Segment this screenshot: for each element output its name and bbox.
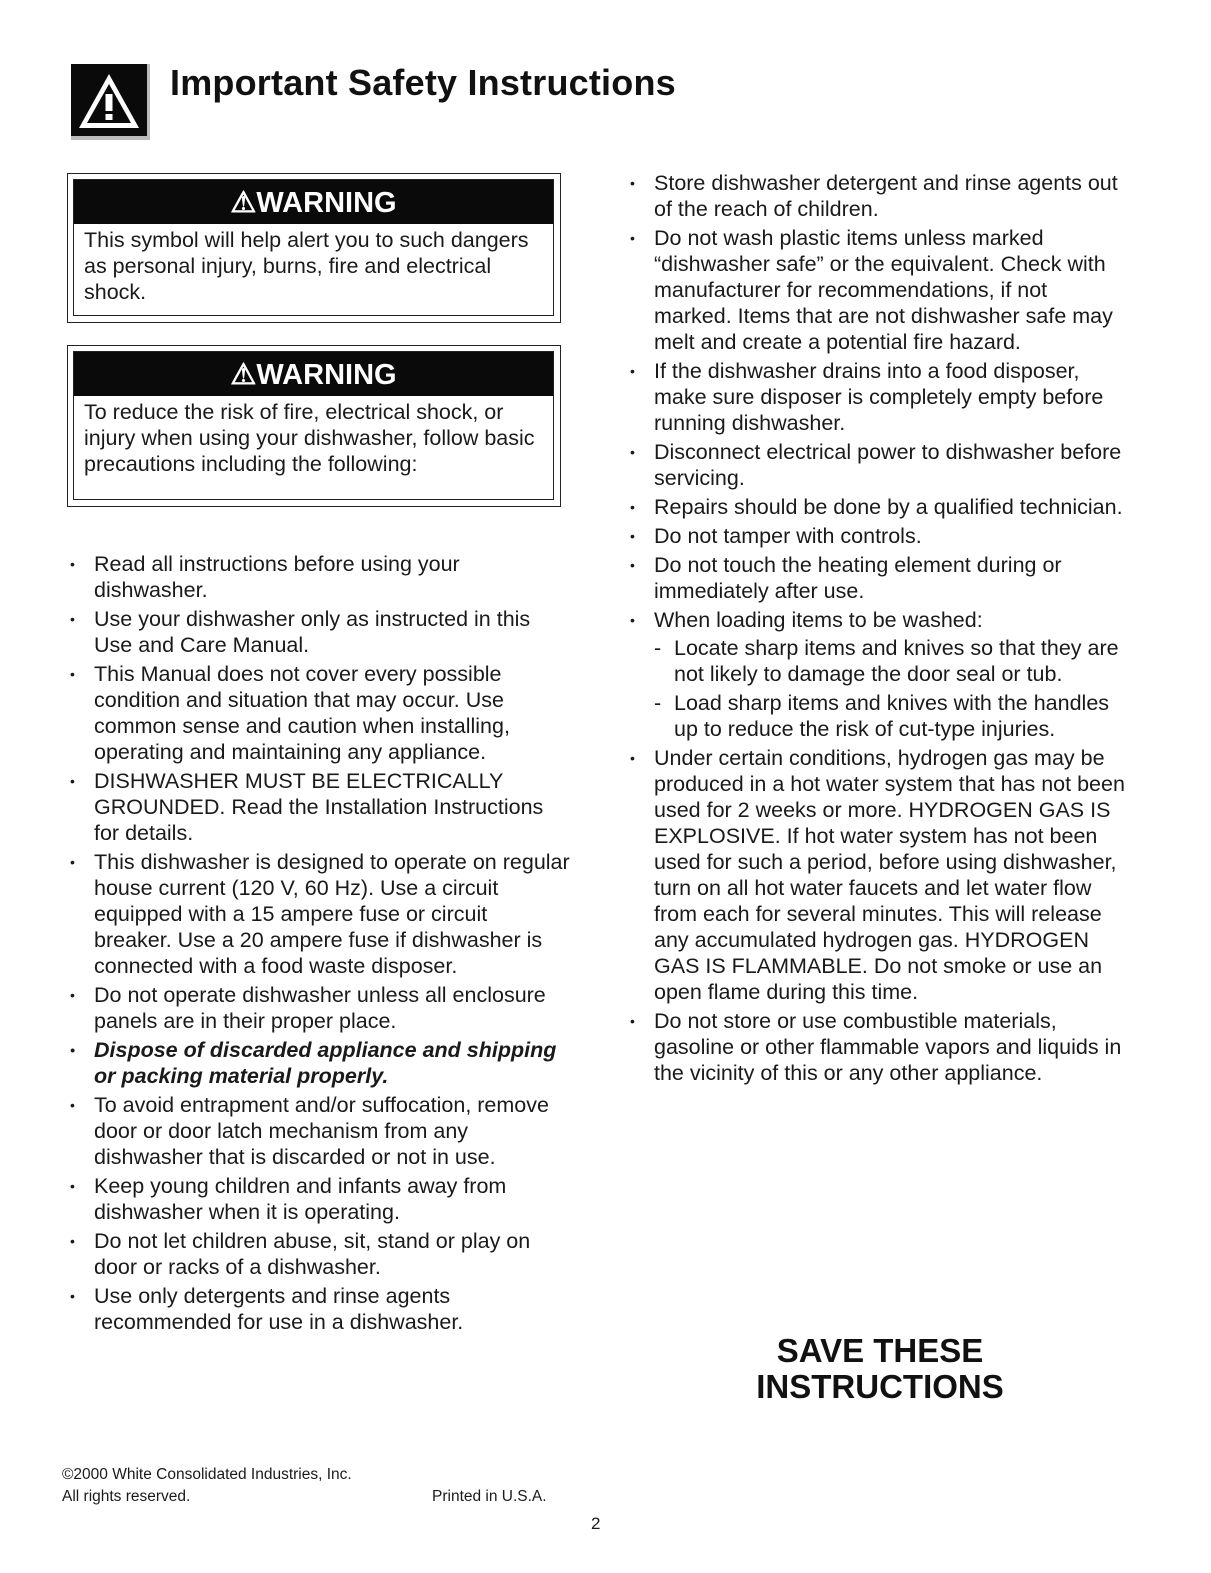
safety-list-left xyxy=(70,551,570,1338)
bullet-icon: • xyxy=(630,175,635,191)
list-item: • Disconnect electrical power to dishwasher before servicing. xyxy=(630,440,1122,490)
bullet-icon: • xyxy=(630,444,635,460)
warning-banner xyxy=(74,180,553,224)
sub-list-item: - Locate sharp items and knives so that they are not likely to damage the door seal or tub. xyxy=(654,636,1119,686)
list-item: • Read all instructions before using your dishwasher. xyxy=(70,552,460,602)
list-item: • Use only detergents and rinse agents recommended for use in a dishwasher. xyxy=(70,1284,464,1334)
page-title: Important Safety Instructions xyxy=(170,62,676,103)
list-item: • Under certain conditions, hydrogen gas may be produced in a hot water system that has not been used for 2 weeks or more. HYDROGEN GAS IS EXPLOSIVE. If hot water system has not been used for such a period, before using dishwasher, turn on all hot water faucets and let water flow from each for several minutes. This will release any accumulated hydrogen gas. HYDROGEN GAS IS FLAMMABLE. Do not smoke or use an open flame during this time. xyxy=(630,746,1125,1004)
list-item: • When loading items to be washed: - Locate sharp items and knives so that they are not likely to damage the door seal or tub. - Load sharp items and knives with the handles up to reduce the risk of cut-type injuries. xyxy=(630,607,1130,742)
list-item: • This dishwasher is designed to operate on regular house current (120 V, 60 Hz). Use a circuit equipped with a 15 ampere fuse or circuit breaker. Use a 20 ampere fuse if dishwasher is connected with a food waste disposer. xyxy=(70,850,570,978)
list-item: • If the dishwasher drains into a food disposer, make sure disposer is completely empty before running dishwasher. xyxy=(630,359,1104,435)
list-item: • Do not wash plastic items unless marked “dishwasher safe” or the equivalent. Check with manufacturer for recommendations, if not marked. Items that are not dishwasher safe may melt and create a potential fire hazard. xyxy=(630,226,1113,354)
bullet-icon: • xyxy=(70,611,75,627)
dash-icon: - xyxy=(654,691,662,715)
list-item: • To avoid entrapment and/or suffocation, remove door or door latch mechanism from any dishwasher that is discarded or not in use. xyxy=(70,1093,549,1169)
list-item: • Use your dishwasher only as instructed in this Use and Care Manual. xyxy=(70,607,531,657)
list-item: • Do not operate dishwasher unless all enclosure panels are in their proper place. xyxy=(70,983,546,1033)
warning-label: WARNING xyxy=(256,187,397,219)
bullet-icon: • xyxy=(70,556,75,572)
list-item: • Do not tamper with controls. xyxy=(630,524,922,548)
list-item: • Do not touch the heating element during or immediately after use. xyxy=(630,553,1062,603)
warning-text: To reduce the risk of fire, electrical shock, or injury when using your dishwasher, follow basic precautions including the following: xyxy=(84,400,535,476)
bullet-icon: • xyxy=(70,1042,75,1058)
bullet-icon: • xyxy=(70,773,75,789)
list-item: • DISHWASHER MUST BE ELECTRICALLY GROUNDED. Read the Installation Instructions for details. xyxy=(70,769,544,845)
bullet-icon: • xyxy=(630,1013,635,1029)
warning-box-precautions xyxy=(67,345,561,507)
bullet-icon: • xyxy=(70,987,75,1003)
save-line-2: INSTRUCTIONS xyxy=(756,1368,1004,1405)
list-item: • This Manual does not cover every possible condition and situation that may occur. Use common sense and caution when installing, operating and maintaining any appliance. xyxy=(70,662,510,764)
warning-banner xyxy=(74,352,553,396)
list-item: • Do not store or use combustible materials, gasoline or other flammable vapors and liquids in the vicinity of this or any other appliance. xyxy=(630,1009,1122,1085)
list-item: • Repairs should be done by a qualified technician. xyxy=(630,495,1123,519)
loading-sublist xyxy=(654,635,1130,742)
save-line-1: SAVE THESE xyxy=(776,1332,984,1369)
warning-box-symbol xyxy=(67,173,561,323)
warning-text: This symbol will help alert you to such dangers as personal injury, burns, fire and electrical shock. xyxy=(84,228,529,304)
list-item: • Keep young children and infants away from dishwasher when it is operating. xyxy=(70,1174,507,1224)
bullet-icon: • xyxy=(630,557,635,573)
bullet-icon: • xyxy=(630,499,635,515)
warning-triangle-icon: ⚠ xyxy=(230,187,257,219)
dash-icon: - xyxy=(654,636,662,660)
save-instructions-heading xyxy=(700,1333,1060,1405)
sub-list-item: - Load sharp items and knives with the handles up to reduce the risk of cut-type injuries. xyxy=(654,691,1110,741)
warning-triangle-icon: ⚠ xyxy=(230,359,257,391)
safety-list-right xyxy=(630,170,1130,1089)
bullet-icon: • xyxy=(70,854,75,870)
bullet-icon: • xyxy=(70,1097,75,1113)
list-item: • Do not let children abuse, sit, stand or play on door or racks of a dishwasher. xyxy=(70,1229,531,1279)
bullet-icon: • xyxy=(70,1288,75,1304)
bullet-icon: • xyxy=(630,612,635,628)
warning-label: WARNING xyxy=(256,359,397,391)
warning-triangle-icon xyxy=(71,64,151,142)
list-item-emphasis: • Dispose of discarded appliance and shipping or packing material properly. xyxy=(70,1038,557,1088)
bullet-icon: • xyxy=(630,528,635,544)
bullet-icon: • xyxy=(70,1178,75,1194)
list-item: • Store dishwasher detergent and rinse agents out of the reach of children. xyxy=(630,171,1118,221)
bullet-icon: • xyxy=(630,750,635,766)
copyright-text: ©2000 White Consolidated Industries, Inc. xyxy=(62,1466,352,1483)
bullet-icon: • xyxy=(70,1233,75,1249)
rights-text: All rights reserved. xyxy=(62,1488,191,1505)
page-number: 2 xyxy=(591,1514,601,1533)
bullet-icon: • xyxy=(630,363,635,379)
bullet-icon: • xyxy=(630,230,635,246)
printed-in-text: Printed in U.S.A. xyxy=(432,1488,547,1505)
bullet-icon: • xyxy=(70,666,75,682)
